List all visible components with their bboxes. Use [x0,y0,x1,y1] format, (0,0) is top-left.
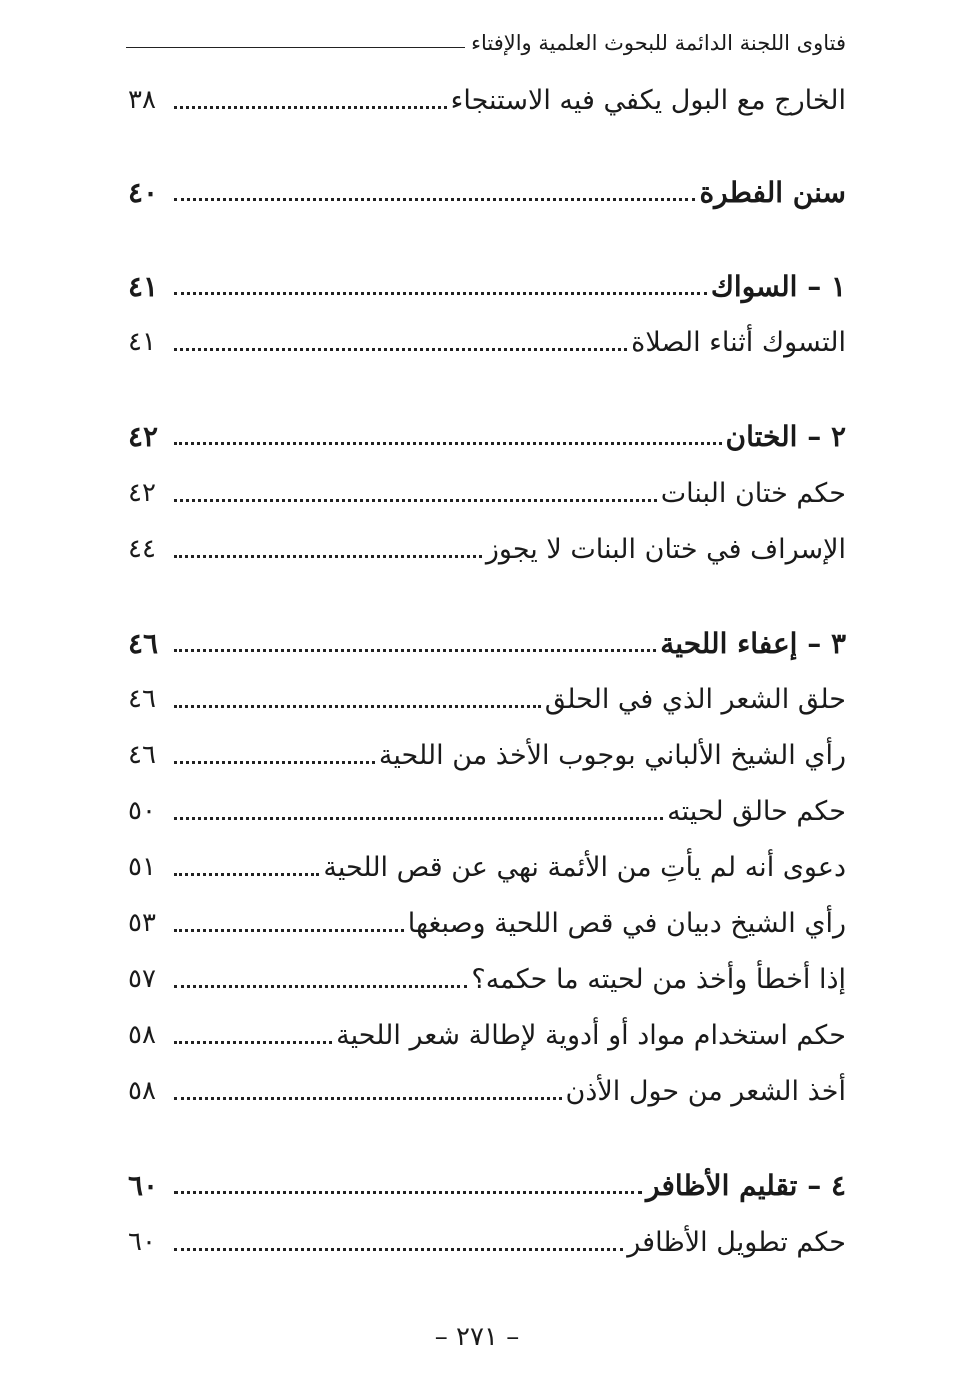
toc-entry [128,733,846,777]
toc-section-heading [128,170,846,214]
toc-entry [128,320,846,364]
dot-leader [174,1097,562,1100]
toc-section-heading [128,414,846,458]
toc-entry-page: ٥٨ [128,1076,156,1106]
toc-entry-title: حكم استخدام مواد أو أدوية لإطالة شعر اللحية [336,1019,846,1051]
toc-entry-title: دعوى أنه لم يأتِ من الأئمة نهي عن قص اللحية [323,851,846,883]
dot-leader [174,499,657,502]
dot-leader [174,985,467,988]
dot-leader [174,817,663,820]
dot-leader [174,348,627,351]
toc-entry-page: ٤١ [128,269,159,303]
toc-entry-title: الإسراف في ختان البنات لا يجوز [485,533,846,565]
toc-section-heading [128,1163,846,1207]
toc-entry-title: ٢ – الختان [725,419,846,453]
toc-entry-page: ٤٦ [128,626,159,660]
toc-section-heading [128,264,846,308]
running-header-title: فتاوى اللجنة الدائمة للبحوث العلمية والإفتاء [471,31,846,55]
toc-entry [128,471,846,515]
toc-entry-page: ٤٦ [128,684,156,714]
toc-entry-page: ٤٦ [128,740,156,770]
dot-leader [174,555,482,558]
toc-entry-page: ٥٠ [128,796,156,826]
toc-entry-title: سنن الفطرة [699,175,846,209]
toc-entry [128,901,846,945]
dot-leader [174,442,722,445]
toc-entry-title: رأي الشيخ دبيان في قص اللحية وصبغها [407,907,846,939]
toc-entry-page: ٤٢ [128,478,156,508]
toc-entry [128,1220,846,1264]
toc-entry-page: ٤١ [128,327,156,357]
page-number: – ٢٧١ – [434,1322,520,1352]
toc-entry-page: ٦٠ [128,1227,156,1257]
toc-section-heading [128,621,846,665]
dot-leader [174,761,375,764]
toc-entry [128,527,846,571]
toc-entry-title: أخذ الشعر من حول الأذن [565,1075,846,1107]
toc-entry-page: ٣٨ [128,85,156,115]
dot-leader [174,106,447,109]
dot-leader [174,649,656,652]
toc-entry-page: ٤٢ [128,419,159,453]
toc-entry-page: ٤٤ [128,534,156,564]
dot-leader [174,1191,642,1194]
toc-entry-title: حكم ختان البنات [660,477,846,509]
toc-entry-title: إذا أخطأ وأخذ من لحيته ما حكمه؟ [471,963,846,995]
toc-entry-title: ٣ – إعفاء اللحية [660,626,846,660]
toc-entry [128,789,846,833]
dot-leader [174,198,695,201]
toc-entry-title: رأي الشيخ الألباني بوجوب الأخذ من اللحية [378,739,846,771]
dot-leader [174,705,541,708]
toc-entry [128,1013,846,1057]
dot-leader [174,292,707,295]
dot-leader [174,1041,332,1044]
toc-entry [128,677,846,721]
toc-entry-page: ٥٧ [128,964,156,994]
toc-entry-title: ٤ – تقليم الأظافر [646,1168,846,1202]
toc-entry [128,845,846,889]
toc-entry-title: حكم حالق لحيته [667,795,846,827]
toc-entry-page: ٥٣ [128,908,156,938]
toc-entry-title: التسوك أثناء الصلاة [631,326,846,358]
toc-entry [128,78,846,122]
toc-entry-title: الخارج مع البول يكفي فيه الاستنجاء [450,84,846,116]
toc-entry-title: حلق الشعر الذي في الحلق [544,683,846,715]
toc-entry-title: ١ – السواك [710,269,846,303]
toc-entry-page: ٥٨ [128,1020,156,1050]
toc-entry [128,957,846,1001]
toc-entry-page: ٦٠ [128,1168,159,1202]
dot-leader [174,873,319,876]
toc-entry [128,1069,846,1113]
toc-entry-page: ٥١ [128,852,156,882]
toc-entry-title: حكم تطويل الأظافر [627,1226,846,1258]
dot-leader [174,929,404,932]
toc-entry-page: ٤٠ [128,175,159,209]
dot-leader [174,1248,623,1251]
